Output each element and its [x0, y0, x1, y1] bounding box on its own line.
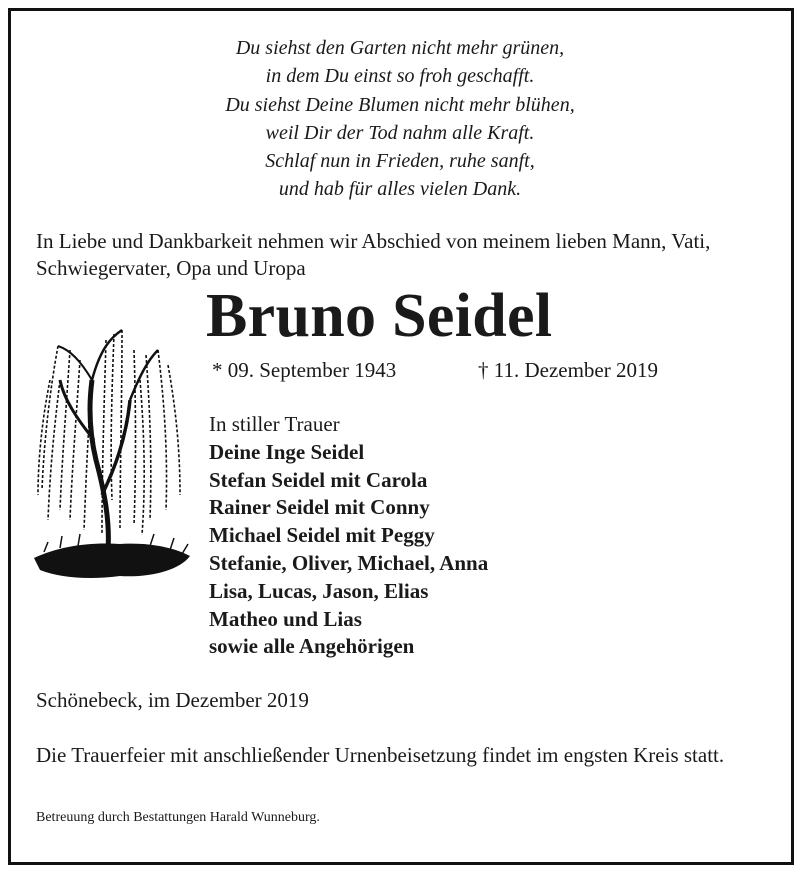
mourner-line: Stefan Seidel mit Carola — [209, 467, 428, 492]
mourner-line: Lisa, Lucas, Jason, Elias — [209, 578, 429, 603]
poem-line: in dem Du einst so froh geschafft. — [265, 65, 535, 88]
poem-line: weil Dir der Tod nahm alle Kraft. — [265, 121, 535, 144]
poem-line: Du siehst den Garten nicht mehr grünen, — [235, 37, 565, 59]
poem-line: Du siehst Deine Blumen nicht mehr blühen, — [225, 93, 575, 116]
mourner-line: Deine Inge Seidel — [209, 439, 365, 464]
birth-date: * 09. September 1943 — [212, 358, 397, 382]
mourner-line: Rainer Seidel mit Conny — [209, 495, 430, 520]
undertaker-note: Betreuung durch Bestattungen Harald Wunneburg. — [36, 810, 320, 825]
intro-text: In Liebe und Dankbarkeit nehmen wir Abschied von meinem lieben Mann, Vati, Schwiegervater, Opa und Uropa — [36, 229, 711, 280]
mourner-line: sowie alle Angehörigen — [209, 634, 415, 659]
mourner-line: Michael Seidel mit Peggy — [209, 523, 435, 548]
poem-line: Schlaf nun in Frieden, ruhe sanft, — [265, 150, 535, 173]
mourners-block — [209, 411, 488, 661]
mourner-line: Matheo und Lias — [209, 606, 362, 631]
poem — [0, 34, 800, 204]
weeping-willow-icon — [30, 320, 195, 610]
mourner-line: Stefanie, Oliver, Michael, Anna — [209, 550, 489, 575]
funeral-note: Die Trauerfeier mit anschließender Urnenbeisetzung findet im engsten Kreis statt. — [36, 743, 725, 767]
poem-line: und hab für alles vielen Dank. — [278, 178, 522, 201]
mourners-heading: In stiller Trauer — [209, 412, 340, 436]
death-date: † 11. Dezember 2019 — [478, 358, 658, 382]
place-date: Schönebeck, im Dezember 2019 — [36, 688, 309, 712]
deceased-name: Bruno Seidel — [206, 282, 553, 350]
